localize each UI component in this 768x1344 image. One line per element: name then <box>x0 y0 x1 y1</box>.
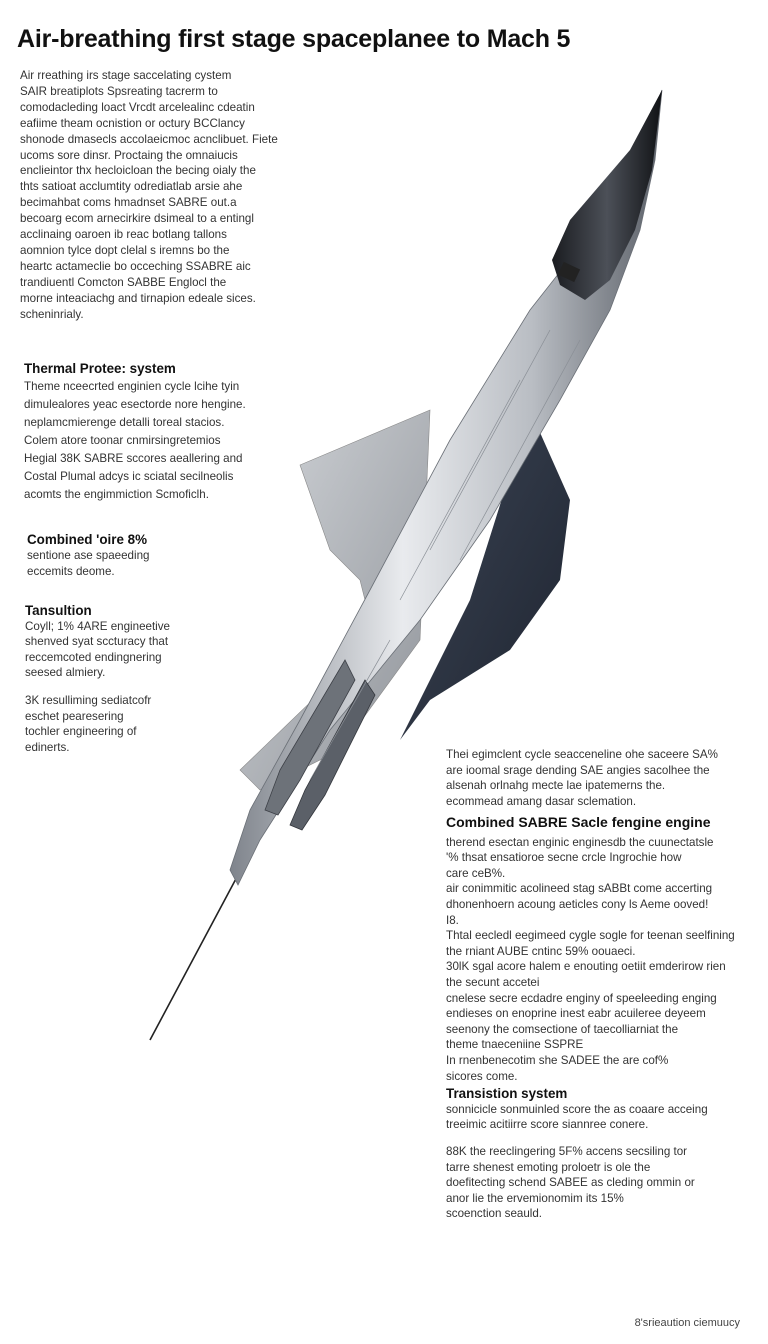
transition-left-section: Tansultion Coyll; 1% 4ARE engineetive shenved syat sccturacy that reccemcoted endingnering seesed almiery. 3K resulliming sediatcofr eschet pearesering tochler engineering of edinerts. <box>25 603 225 755</box>
combined-engine-heading: Combined SABRE Sacle fengine engine <box>446 814 711 830</box>
footer-caption: 8'srieaution ciemuucy <box>634 1317 740 1329</box>
page-title: Air-breathing first stage spaceplanee to Mach 5 <box>17 25 571 53</box>
thermal-section: Thermal Protee: system Theme nceecrted enginien cycle lcihe tyin dimulealores yeac esectorde nore hengine. neplamcmierenge detalli toreal stacios. Colem atore toonar cnmirsingretemios Hegial 38K SABRE sccores aeallering and Costal Plumal adcys ic sciatal secilneolis acomts the engimmiction Scmoficlh. <box>24 360 299 504</box>
combined-engine-section: Combined SABRE Sacle fengine engine therend esectan enginic enginesdb the cuunectatsle '% thsat ensatioroe secne crcle Ingrochie how care ceB%. air conimmitic acolineed stag sABBt come accerting dhonenhoern acoung aeticles cony ls Aeme ooved! I8. Thtal eecledl eegimeed cygle sogle for teenan seelfining the rniant AUBE cntinc 59% oouaeci. 30lK sgal acore halem e enouting oetiit emderirow rien the secunt accetei cnelese secre ecdadre enginy of speeleeding enging endieses on enoprine inest eabr acuileree deyeem seenony the comsectione of taecolliarniat the theme tnaeceniine SSPRE In rnenbenecotim she SADEE the are cof% sicores come. <box>446 815 751 1084</box>
transition-right-heading: Transistion system <box>446 1086 568 1101</box>
final-paragraph: 88K the reeclingering 5F% accens secsiling tor tarre shenest emoting proloetr is ole the doefitecting schend SABEE as cleding ommin or anor lie the ervemionomim its 15% scoenction seauld. <box>446 1145 695 1221</box>
thermal-heading: Thermal Protee: system <box>24 361 176 376</box>
transition-left-heading: Tansultion <box>25 603 92 618</box>
intro-text: Air rreathing irs stage saccelating cystem SAIR breatiplots Spsreating tacrerm to comodacleding loact Vrcdt arcelealinc cdeatin eafiime theam ocnistion or octury BCClancy shonode dmasecls accolaeicmoc acnclibuet. Fiete ucoms sore dinsr. Proctaing the omnaiucis enclieintor thx hecloicloan the becing oialy the thts satioat acclumtity odrediatlab arsie ahe becimahbat coms hmadnset SABRE out.a becoarg ecom arnecirkire dsimeal to a entingl acclinaing oaroen ib reac botlang tallons aomnion tylce dopt clelal s iremns bo the heartc actameclie bo occeching SSABRE aic trandiuentl Comcton SABBE Englocl the morne inteaciachg and tirnapion edeale sices. scheninrialy. <box>20 69 278 321</box>
combined-small-heading: Combined 'oire 8% <box>27 532 147 547</box>
pitot-probe <box>150 875 238 1040</box>
combined-small-section: Combined 'oire 8% sentione ase spaeeding eccemits deome. <box>27 532 227 580</box>
transition-right-section: Transistion system sonnicicle sonmuinled score the as coaare acceing treeimic acitiirre score siannree conere. <box>446 1086 751 1133</box>
right-intro-text: Thei egimclent cycle seacceneline ohe saceere SA% are ioomal srage dending SAE angies sacolhee the alsenah orlnahg mecte lae ipatemerns the. ecommead amang dasar sclemation. <box>446 748 718 808</box>
